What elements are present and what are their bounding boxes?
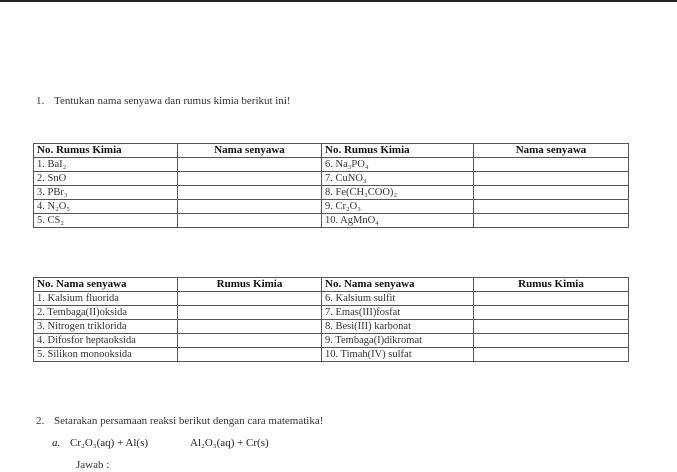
table-row [34, 172, 629, 186]
answer-cell[interactable] [474, 348, 629, 362]
table-header-row [34, 144, 629, 158]
answer-cell[interactable] [474, 320, 629, 334]
answer-cell[interactable] [178, 306, 322, 320]
question-1-text: Tentukan nama senyawa dan rumus kimia berikut ini! [54, 95, 291, 107]
top-divider-line [0, 0, 677, 2]
answer-cell[interactable] [474, 200, 629, 214]
answer-cell[interactable] [178, 200, 322, 214]
header-formula-right: No. Rumus Kimia [322, 144, 474, 158]
question-1-number: 1. [36, 95, 45, 107]
table-row [34, 306, 629, 320]
answer-cell[interactable] [178, 334, 322, 348]
name-to-formula-table [33, 277, 629, 362]
compound-name-cell: 8. Besi(III) karbonat [322, 320, 474, 334]
table-row [34, 214, 629, 228]
answer-cell[interactable] [178, 172, 322, 186]
compound-name-cell: 3. Nitrogen triklorida [34, 320, 178, 334]
compound-name-cell: 9. Tembaga(I)dikromat [322, 334, 474, 348]
table-row [34, 348, 629, 362]
header-formula-left: Rumus Kimia [178, 278, 322, 292]
reaction-equation [52, 437, 269, 449]
table-row [34, 292, 629, 306]
answer-cell[interactable] [474, 214, 629, 228]
formula-to-name-table [33, 143, 629, 228]
table-row [34, 320, 629, 334]
answer-cell[interactable] [474, 306, 629, 320]
question-2 [36, 415, 323, 427]
item-letter: a. [52, 437, 61, 449]
compound-name-cell: 2. Tembaga(II)oksida [34, 306, 178, 320]
answer-cell[interactable] [474, 172, 629, 186]
table-row [34, 158, 629, 172]
table-row [34, 186, 629, 200]
compound-name-cell: 4. Difosfor heptaoksida [34, 334, 178, 348]
table-row [34, 334, 629, 348]
table-header-row [34, 278, 629, 292]
formula-cell: 8. Fe(CH₃COO)₂ [322, 186, 474, 200]
header-name-left: No. Nama senyawa [34, 278, 178, 292]
compound-name-cell: 6. Kalsium sulfit [322, 292, 474, 306]
question-2-text: Setarakan persamaan reaksi berikut dengan cara matematika! [54, 415, 324, 427]
formula-cell: 1. BaI₂ [34, 158, 178, 172]
compound-name-cell: 7. Emas(III)fosfat [322, 306, 474, 320]
compound-name-cell: 5. Silikon monooksida [34, 348, 178, 362]
answer-cell[interactable] [178, 158, 322, 172]
header-name-right: Nama senyawa [474, 144, 629, 158]
formula-cell: 6. Na₃PO₄ [322, 158, 474, 172]
header-formula-left: No. Rumus Kimia [34, 144, 178, 158]
formula-cell: 4. N₂O₅ [34, 200, 178, 214]
question-2-number: 2. [36, 415, 45, 427]
header-formula-right: Rumus Kimia [474, 278, 629, 292]
answer-cell[interactable] [178, 214, 322, 228]
formula-cell: 10. AgMnO₄ [322, 214, 474, 228]
answer-cell[interactable] [474, 186, 629, 200]
compound-name-cell: 1. Kalsium fluorida [34, 292, 178, 306]
formula-cell: 3. PBr₃ [34, 186, 178, 200]
answer-cell[interactable] [178, 186, 322, 200]
answer-label: Jawab : [76, 459, 110, 471]
formula-cell: 9. Cr₂O₃ [322, 200, 474, 214]
answer-cell[interactable] [178, 320, 322, 334]
question-1 [36, 95, 291, 107]
answer-cell[interactable] [474, 158, 629, 172]
header-name-right: No. Nama senyawa [322, 278, 474, 292]
answer-cell[interactable] [178, 292, 322, 306]
answer-cell[interactable] [178, 348, 322, 362]
table-row [34, 200, 629, 214]
formula-cell: 2. SnO [34, 172, 178, 186]
equation-products: Al₂O₃(aq) + Cr(s) [190, 437, 269, 449]
header-name-left: Nama senyawa [178, 144, 322, 158]
formula-cell: 7. CuNO₃ [322, 172, 474, 186]
answer-cell[interactable] [474, 292, 629, 306]
formula-cell: 5. CS₂ [34, 214, 178, 228]
compound-name-cell: 10. Timah(IV) sulfat [322, 348, 474, 362]
answer-cell[interactable] [474, 334, 629, 348]
equation-reactants: Cr₂O₃(aq) + Al(s) [70, 437, 149, 449]
